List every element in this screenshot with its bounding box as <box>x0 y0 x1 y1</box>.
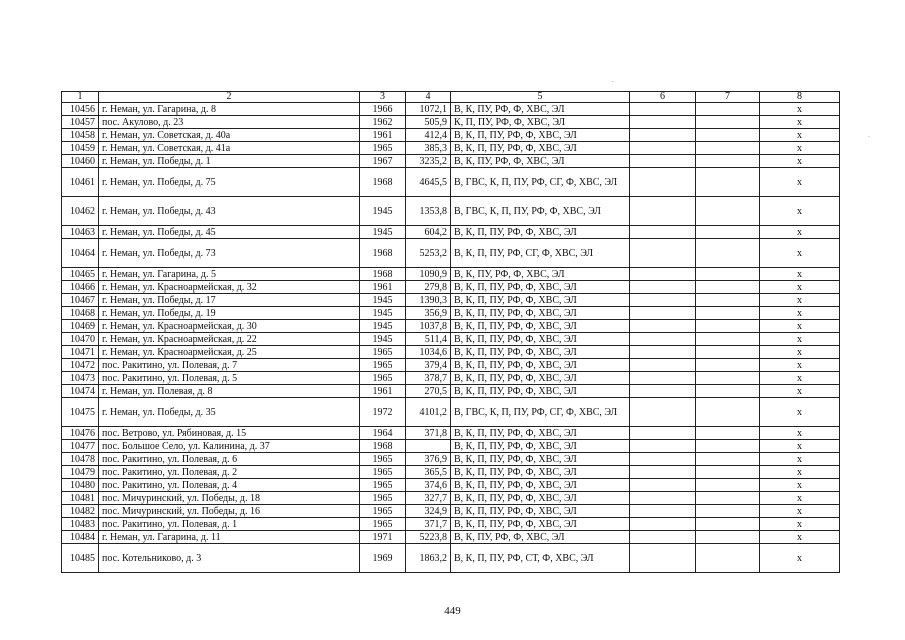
year-cell: 1965 <box>360 492 406 505</box>
mark-cell: x <box>760 479 840 492</box>
col7-cell <box>696 505 760 518</box>
col6-cell <box>630 129 696 142</box>
mark-cell: x <box>760 281 840 294</box>
header-cell: 2 <box>99 92 360 103</box>
address-cell: пос. Ракитино, ул. Полевая, д. 7 <box>99 359 360 372</box>
col7-cell <box>696 385 760 398</box>
row-number-cell: 10472 <box>62 359 99 372</box>
elements-cell: В, К, ПУ, РФ, Ф, ХВС, ЭЛ <box>451 155 630 168</box>
address-cell: пос. Ветрово, ул. Рябиновая, д. 15 <box>99 427 360 440</box>
table-row <box>62 346 840 359</box>
area-cell: 1863,2 <box>406 544 451 573</box>
address-cell: г. Неман, ул. Красноармейская, д. 25 <box>99 346 360 359</box>
area-cell: 511,4 <box>406 333 451 346</box>
table-row <box>62 359 840 372</box>
table-row <box>62 103 840 116</box>
area-cell: 1034,6 <box>406 346 451 359</box>
area-cell: 356,9 <box>406 307 451 320</box>
elements-cell: В, К, ПУ, РФ, Ф, ХВС, ЭЛ <box>451 268 630 281</box>
mark-cell: x <box>760 372 840 385</box>
col7-cell <box>696 440 760 453</box>
year-cell: 1965 <box>360 505 406 518</box>
elements-cell: В, К, П, ПУ, РФ, Ф, ХВС, ЭЛ <box>451 385 630 398</box>
col7-cell <box>696 155 760 168</box>
address-cell: пос. Ракитино, ул. Полевая, д. 1 <box>99 518 360 531</box>
table-row <box>62 168 840 197</box>
table-row <box>62 531 840 544</box>
table-row <box>62 294 840 307</box>
elements-cell: В, К, П, ПУ, РФ, Ф, ХВС, ЭЛ <box>451 479 630 492</box>
address-cell: г. Неман, ул. Победы, д. 45 <box>99 226 360 239</box>
mark-cell: x <box>760 385 840 398</box>
mark-cell: x <box>760 226 840 239</box>
col7-cell <box>696 116 760 129</box>
year-cell: 1965 <box>360 518 406 531</box>
row-number-cell: 10483 <box>62 518 99 531</box>
year-cell: 1971 <box>360 531 406 544</box>
row-number-cell: 10482 <box>62 505 99 518</box>
address-cell: пос. Ракитино, ул. Полевая, д. 2 <box>99 466 360 479</box>
col6-cell <box>630 385 696 398</box>
col6-cell <box>630 372 696 385</box>
row-number-cell: 10479 <box>62 466 99 479</box>
year-cell: 1969 <box>360 544 406 573</box>
year-cell: 1962 <box>360 116 406 129</box>
table-row <box>62 116 840 129</box>
mark-cell: x <box>760 544 840 573</box>
table-row <box>62 544 840 573</box>
row-number-cell: 10459 <box>62 142 99 155</box>
header-cell: 5 <box>451 92 630 103</box>
area-cell: 604,2 <box>406 226 451 239</box>
address-cell: пос. Ракитино, ул. Полевая, д. 4 <box>99 479 360 492</box>
year-cell: 1965 <box>360 142 406 155</box>
table-row <box>62 281 840 294</box>
table-row <box>62 197 840 226</box>
year-cell: 1972 <box>360 398 406 427</box>
row-number-cell: 10465 <box>62 268 99 281</box>
year-cell: 1961 <box>360 281 406 294</box>
area-cell: 5253,2 <box>406 239 451 268</box>
area-cell: 505,9 <box>406 116 451 129</box>
col7-cell <box>696 479 760 492</box>
elements-cell: В, К, П, ПУ, РФ, Ф, ХВС, ЭЛ <box>451 129 630 142</box>
col7-cell <box>696 359 760 372</box>
elements-cell: В, ГВС, К, П, ПУ, РФ, СГ, Ф, ХВС, ЭЛ <box>451 168 630 197</box>
row-number-cell: 10466 <box>62 281 99 294</box>
table-row <box>62 129 840 142</box>
table-row <box>62 492 840 505</box>
year-cell: 1967 <box>360 155 406 168</box>
elements-cell: В, ГВС, К, П, ПУ, РФ, СГ, Ф, ХВС, ЭЛ <box>451 398 630 427</box>
area-cell: 371,8 <box>406 427 451 440</box>
area-cell: 378,7 <box>406 372 451 385</box>
mark-cell: x <box>760 168 840 197</box>
col7-cell <box>696 372 760 385</box>
elements-cell: В, К, ПУ, РФ, Ф, ХВС, ЭЛ <box>451 531 630 544</box>
address-cell: пос. Котельниково, д. 3 <box>99 544 360 573</box>
elements-cell: В, К, П, ПУ, РФ, Ф, ХВС, ЭЛ <box>451 333 630 346</box>
mark-cell: x <box>760 333 840 346</box>
elements-cell: В, К, П, ПУ, РФ, Ф, ХВС, ЭЛ <box>451 226 630 239</box>
col7-cell <box>696 168 760 197</box>
col7-cell <box>696 294 760 307</box>
row-number-cell: 10457 <box>62 116 99 129</box>
mark-cell: x <box>760 466 840 479</box>
col6-cell <box>630 427 696 440</box>
year-cell: 1945 <box>360 307 406 320</box>
col6-cell <box>630 453 696 466</box>
col6-cell <box>630 142 696 155</box>
col7-cell <box>696 466 760 479</box>
area-cell: 324,9 <box>406 505 451 518</box>
area-cell: 5223,8 <box>406 531 451 544</box>
table-row <box>62 440 840 453</box>
register-table <box>61 91 840 573</box>
table-row <box>62 453 840 466</box>
elements-cell: В, К, П, ПУ, РФ, Ф, ХВС, ЭЛ <box>451 372 630 385</box>
year-cell: 1966 <box>360 103 406 116</box>
address-cell: г. Неман, ул. Гагарина, д. 11 <box>99 531 360 544</box>
table-row <box>62 333 840 346</box>
mark-cell: x <box>760 116 840 129</box>
col6-cell <box>630 440 696 453</box>
col7-cell <box>696 281 760 294</box>
address-cell: пос. Мичуринский, ул. Победы, д. 18 <box>99 492 360 505</box>
col6-cell <box>630 492 696 505</box>
mark-cell: x <box>760 103 840 116</box>
row-number-cell: 10456 <box>62 103 99 116</box>
col6-cell <box>630 544 696 573</box>
table-row <box>62 427 840 440</box>
row-number-cell: 10485 <box>62 544 99 573</box>
area-cell: 1090,9 <box>406 268 451 281</box>
row-number-cell: 10460 <box>62 155 99 168</box>
elements-cell: В, К, П, ПУ, РФ, Ф, ХВС, ЭЛ <box>451 518 630 531</box>
elements-cell: В, К, П, ПУ, РФ, Ф, ХВС, ЭЛ <box>451 142 630 155</box>
col7-cell <box>696 103 760 116</box>
year-cell: 1945 <box>360 226 406 239</box>
row-number-cell: 10475 <box>62 398 99 427</box>
mark-cell: x <box>760 142 840 155</box>
table-row <box>62 320 840 333</box>
col7-cell <box>696 398 760 427</box>
year-cell: 1965 <box>360 359 406 372</box>
col7-cell <box>696 142 760 155</box>
table-row <box>62 268 840 281</box>
table-row <box>62 155 840 168</box>
table-row <box>62 479 840 492</box>
table-row <box>62 372 840 385</box>
year-cell: 1968 <box>360 268 406 281</box>
register-table-wrapper <box>61 91 840 573</box>
address-cell: г. Неман, ул. Победы, д. 75 <box>99 168 360 197</box>
row-number-cell: 10470 <box>62 333 99 346</box>
col7-cell <box>696 427 760 440</box>
col6-cell <box>630 359 696 372</box>
mark-cell: x <box>760 320 840 333</box>
elements-cell: В, К, П, ПУ, РФ, Ф, ХВС, ЭЛ <box>451 294 630 307</box>
area-cell: 1037,8 <box>406 320 451 333</box>
scan-dot: . <box>868 130 870 139</box>
year-cell: 1968 <box>360 239 406 268</box>
mark-cell: x <box>760 531 840 544</box>
address-cell: пос. Мичуринский, ул. Победы, д. 16 <box>99 505 360 518</box>
col6-cell <box>630 294 696 307</box>
table-row <box>62 518 840 531</box>
col6-cell <box>630 531 696 544</box>
col6-cell <box>630 116 696 129</box>
table-row <box>62 385 840 398</box>
col6-cell <box>630 518 696 531</box>
elements-cell: В, К, ПУ, РФ, Ф, ХВС, ЭЛ <box>451 103 630 116</box>
area-cell: 1390,3 <box>406 294 451 307</box>
elements-cell: В, К, П, ПУ, РФ, Ф, ХВС, ЭЛ <box>451 466 630 479</box>
header-cell: 3 <box>360 92 406 103</box>
year-cell: 1964 <box>360 427 406 440</box>
year-cell: 1965 <box>360 466 406 479</box>
row-number-cell: 10461 <box>62 168 99 197</box>
area-cell: 4645,5 <box>406 168 451 197</box>
row-number-cell: 10473 <box>62 372 99 385</box>
address-cell: г. Неман, ул. Победы, д. 17 <box>99 294 360 307</box>
col7-cell <box>696 544 760 573</box>
address-cell: г. Неман, ул. Гагарина, д. 5 <box>99 268 360 281</box>
col7-cell <box>696 239 760 268</box>
mark-cell: x <box>760 427 840 440</box>
col7-cell <box>696 492 760 505</box>
mark-cell: x <box>760 505 840 518</box>
address-cell: г. Неман, ул. Победы, д. 19 <box>99 307 360 320</box>
address-cell: г. Неман, ул. Полевая, д. 8 <box>99 385 360 398</box>
year-cell: 1968 <box>360 168 406 197</box>
elements-cell: К, П, ПУ, РФ, Ф, ХВС, ЭЛ <box>451 116 630 129</box>
table-row <box>62 466 840 479</box>
mark-cell: x <box>760 453 840 466</box>
col6-cell <box>630 226 696 239</box>
area-cell: 365,5 <box>406 466 451 479</box>
table-row <box>62 226 840 239</box>
address-cell: г. Неман, ул. Победы, д. 73 <box>99 239 360 268</box>
col6-cell <box>630 239 696 268</box>
row-number-cell: 10476 <box>62 427 99 440</box>
address-cell: г. Неман, ул. Победы, д. 1 <box>99 155 360 168</box>
row-number-cell: 10481 <box>62 492 99 505</box>
col6-cell <box>630 320 696 333</box>
elements-cell: В, К, П, ПУ, РФ, Ф, ХВС, ЭЛ <box>451 281 630 294</box>
address-cell: г. Неман, ул. Красноармейская, д. 32 <box>99 281 360 294</box>
area-cell: 374,6 <box>406 479 451 492</box>
area-cell: 270,5 <box>406 385 451 398</box>
table-row <box>62 398 840 427</box>
address-cell: г. Неман, ул. Гагарина, д. 8 <box>99 103 360 116</box>
col7-cell <box>696 333 760 346</box>
address-cell: г. Неман, ул. Советская, д. 41а <box>99 142 360 155</box>
area-cell: 1353,8 <box>406 197 451 226</box>
col6-cell <box>630 307 696 320</box>
mark-cell: x <box>760 492 840 505</box>
col7-cell <box>696 320 760 333</box>
year-cell: 1945 <box>360 197 406 226</box>
year-cell: 1965 <box>360 479 406 492</box>
col6-cell <box>630 398 696 427</box>
address-cell: г. Неман, ул. Советская, д. 40а <box>99 129 360 142</box>
header-row <box>62 92 840 103</box>
year-cell: 1965 <box>360 372 406 385</box>
row-number-cell: 10484 <box>62 531 99 544</box>
address-cell: г. Неман, ул. Победы, д. 35 <box>99 398 360 427</box>
elements-cell: В, К, П, ПУ, РФ, Ф, ХВС, ЭЛ <box>451 440 630 453</box>
area-cell <box>406 440 451 453</box>
year-cell: 1945 <box>360 320 406 333</box>
address-cell: г. Неман, ул. Красноармейская, д. 30 <box>99 320 360 333</box>
col7-cell <box>696 518 760 531</box>
area-cell: 4101,2 <box>406 398 451 427</box>
area-cell: 3235,2 <box>406 155 451 168</box>
elements-cell: В, К, П, ПУ, РФ, СГ, Ф, ХВС, ЭЛ <box>451 239 630 268</box>
area-cell: 376,9 <box>406 453 451 466</box>
year-cell: 1961 <box>360 385 406 398</box>
area-cell: 379,4 <box>406 359 451 372</box>
mark-cell: x <box>760 359 840 372</box>
header-cell: 1 <box>62 92 99 103</box>
col6-cell <box>630 479 696 492</box>
mark-cell: x <box>760 268 840 281</box>
header-cell: 6 <box>630 92 696 103</box>
address-cell: пос. Большое Село, ул. Калинина, д. 37 <box>99 440 360 453</box>
table-row <box>62 307 840 320</box>
address-cell: г. Неман, ул. Красноармейская, д. 22 <box>99 333 360 346</box>
col7-cell <box>696 307 760 320</box>
col6-cell <box>630 197 696 226</box>
elements-cell: В, К, П, ПУ, РФ, Ф, ХВС, ЭЛ <box>451 320 630 333</box>
row-number-cell: 10468 <box>62 307 99 320</box>
mark-cell: x <box>760 197 840 226</box>
col6-cell <box>630 168 696 197</box>
row-number-cell: 10458 <box>62 129 99 142</box>
row-number-cell: 10480 <box>62 479 99 492</box>
address-cell: г. Неман, ул. Победы, д. 43 <box>99 197 360 226</box>
row-number-cell: 10478 <box>62 453 99 466</box>
page-number: 449 <box>444 605 461 617</box>
header-cell: 8 <box>760 92 840 103</box>
col6-cell <box>630 268 696 281</box>
header-cell: 4 <box>406 92 451 103</box>
elements-cell: В, К, П, ПУ, РФ, Ф, ХВС, ЭЛ <box>451 427 630 440</box>
row-number-cell: 10474 <box>62 385 99 398</box>
col7-cell <box>696 453 760 466</box>
table-row <box>62 239 840 268</box>
year-cell: 1961 <box>360 129 406 142</box>
col7-cell <box>696 531 760 544</box>
register-table-body <box>62 92 840 573</box>
table-row <box>62 505 840 518</box>
mark-cell: x <box>760 398 840 427</box>
scan-dot: . <box>612 75 614 84</box>
col7-cell <box>696 197 760 226</box>
mark-cell: x <box>760 518 840 531</box>
col6-cell <box>630 333 696 346</box>
col6-cell <box>630 155 696 168</box>
col6-cell <box>630 281 696 294</box>
area-cell: 1072,1 <box>406 103 451 116</box>
elements-cell: В, К, П, ПУ, РФ, Ф, ХВС, ЭЛ <box>451 346 630 359</box>
col7-cell <box>696 346 760 359</box>
area-cell: 279,8 <box>406 281 451 294</box>
col7-cell <box>696 268 760 281</box>
year-cell: 1965 <box>360 453 406 466</box>
address-cell: пос. Ракитино, ул. Полевая, д. 6 <box>99 453 360 466</box>
col6-cell <box>630 346 696 359</box>
year-cell: 1965 <box>360 346 406 359</box>
area-cell: 385,3 <box>406 142 451 155</box>
col7-cell <box>696 226 760 239</box>
mark-cell: x <box>760 239 840 268</box>
mark-cell: x <box>760 155 840 168</box>
address-cell: пос. Акулово, д. 23 <box>99 116 360 129</box>
area-cell: 327,7 <box>406 492 451 505</box>
elements-cell: В, ГВС, К, П, ПУ, РФ, Ф, ХВС, ЭЛ <box>451 197 630 226</box>
year-cell: 1968 <box>360 440 406 453</box>
col6-cell <box>630 103 696 116</box>
elements-cell: В, К, П, ПУ, РФ, Ф, ХВС, ЭЛ <box>451 359 630 372</box>
area-cell: 371,7 <box>406 518 451 531</box>
mark-cell: x <box>760 307 840 320</box>
row-number-cell: 10477 <box>62 440 99 453</box>
row-number-cell: 10463 <box>62 226 99 239</box>
elements-cell: В, К, П, ПУ, РФ, СТ, Ф, ХВС, ЭЛ <box>451 544 630 573</box>
row-number-cell: 10471 <box>62 346 99 359</box>
mark-cell: x <box>760 129 840 142</box>
mark-cell: x <box>760 440 840 453</box>
elements-cell: В, К, П, ПУ, РФ, Ф, ХВС, ЭЛ <box>451 453 630 466</box>
elements-cell: В, К, П, ПУ, РФ, Ф, ХВС, ЭЛ <box>451 505 630 518</box>
year-cell: 1945 <box>360 333 406 346</box>
mark-cell: x <box>760 294 840 307</box>
row-number-cell: 10462 <box>62 197 99 226</box>
area-cell: 412,4 <box>406 129 451 142</box>
row-number-cell: 10467 <box>62 294 99 307</box>
row-number-cell: 10469 <box>62 320 99 333</box>
table-row <box>62 142 840 155</box>
row-number-cell: 10464 <box>62 239 99 268</box>
col7-cell <box>696 129 760 142</box>
elements-cell: В, К, П, ПУ, РФ, Ф, ХВС, ЭЛ <box>451 492 630 505</box>
mark-cell: x <box>760 346 840 359</box>
address-cell: пос. Ракитино, ул. Полевая, д. 5 <box>99 372 360 385</box>
col6-cell <box>630 466 696 479</box>
elements-cell: В, К, П, ПУ, РФ, Ф, ХВС, ЭЛ <box>451 307 630 320</box>
year-cell: 1945 <box>360 294 406 307</box>
header-cell: 7 <box>696 92 760 103</box>
col6-cell <box>630 505 696 518</box>
